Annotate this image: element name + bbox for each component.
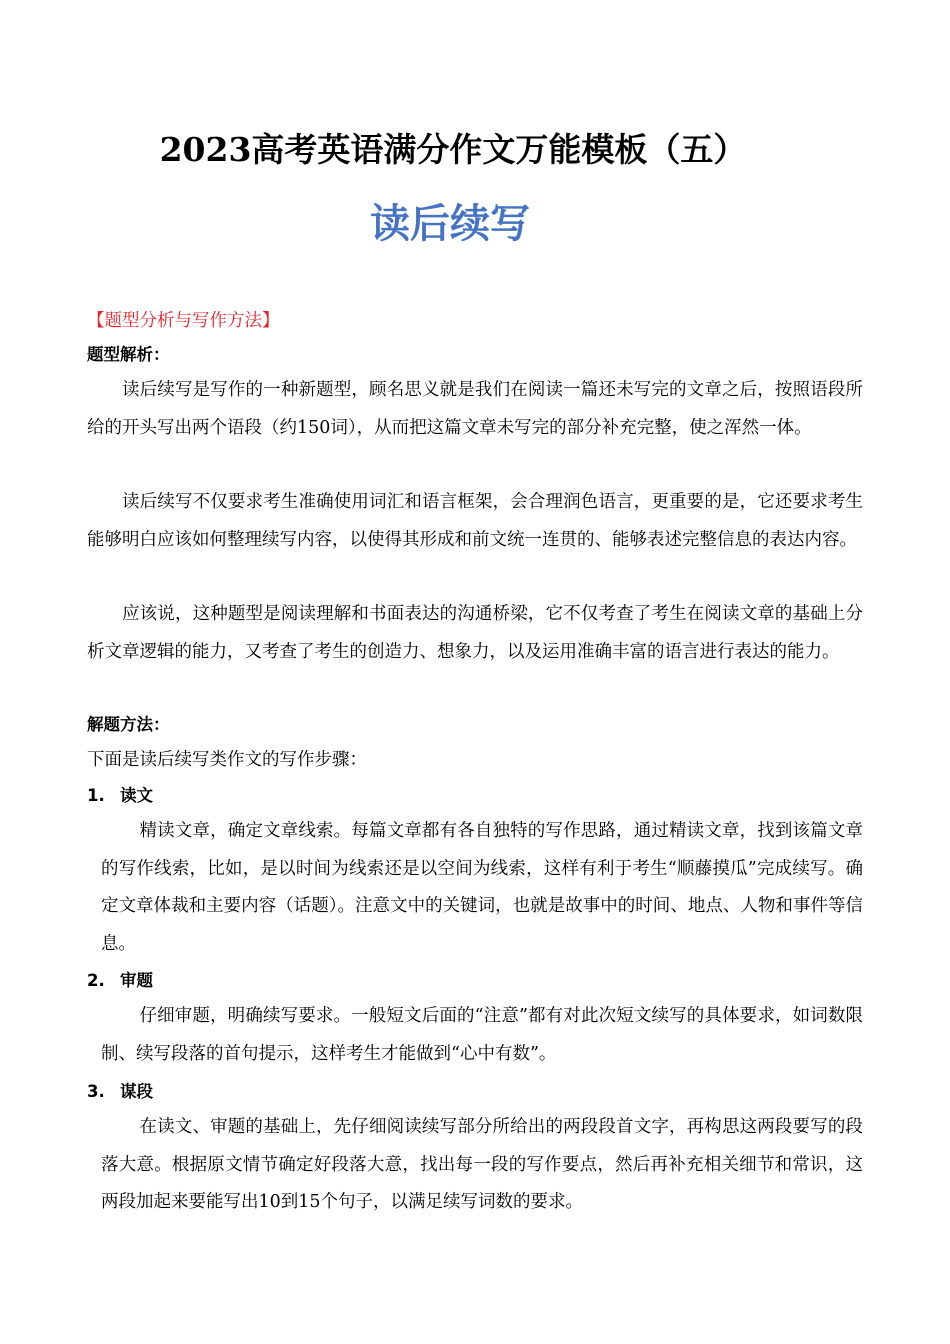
step-3 [87,1074,863,1223]
step-title: 审题 [120,971,153,990]
analysis-paragraph-1: 读后续写是写作的一种新题型，顾名思义就是我们在阅读一篇还未写完的文章之后，按照语段所给的开头写出两个语段（约150词），从而把这篇文章未写完的部分补充完整，使之浑然一体。 [87,380,863,438]
step-number: 2. [87,971,105,990]
step-heading [87,963,863,998]
analysis-label: 题型解析： [87,345,170,364]
step-1 [87,778,863,963]
step-body: 仔细审题，明确续写要求。一般短文后面的“注意”都有对此次短文续写的具体要求，如词数限制、续写段落的首句提示，这样考生才能做到“心中有数”。 [101,1006,863,1064]
document-body [87,303,863,1223]
section-tag: 【题型分析与写作方法】 [87,311,280,331]
step-body: 精读文章，确定文章线索。每篇文章都有各自独特的写作思路，通过精读文章，找到该篇文章的写作线索，比如，是以时间为线索还是以空间为线索，这样有利于考生“顺藤摸瓜”完成续写。确定文章体裁和主要内容（话题）。注意文中的关键词，也就是故事中的时间、地点、人物和事件等信息。 [101,821,863,954]
method-label: 解题方法： [87,715,170,734]
step-number: 3. [87,1082,105,1101]
analysis-paragraph-3: 应该说，这种题型是阅读理解和书面表达的沟通桥梁，它不仅考查了考生在阅读文章的基础上分析文章逻辑的能力，又考查了考生的创造力、想象力，以及运用准确丰富的语言进行表达的能力。 [87,604,863,662]
step-heading [87,1074,863,1109]
method-intro: 下面是读后续写类作文的写作步骤： [87,750,367,770]
analysis-paragraph-2: 读后续写不仅要求考生准确使用词汇和语言框架，会合理润色语言，更重要的是，它还要求考生能够明白应该如何整理续写内容，以使得其形成和前文统一连贯的、能够表述完整信息的表达内容。 [87,492,863,550]
step-number: 1. [87,786,105,805]
document-subtitle: 读后续写 [370,201,530,247]
step-body: 在读文、审题的基础上，先仔细阅读续写部分所给出的两段段首文字，再构思这两段要写的段落大意。根据原文情节确定好段落大意，找出每一段的写作要点，然后再补充相关细节和常识，这两段加起来要能写出10到15个句子，以满足续写词数的要求。 [101,1117,863,1212]
step-heading [87,778,863,813]
step-title: 谋段 [120,1082,153,1101]
document-title: 2023高考英语满分作文万能模板（五） [159,130,747,169]
step-title: 读文 [120,786,153,805]
step-2 [87,963,863,1074]
